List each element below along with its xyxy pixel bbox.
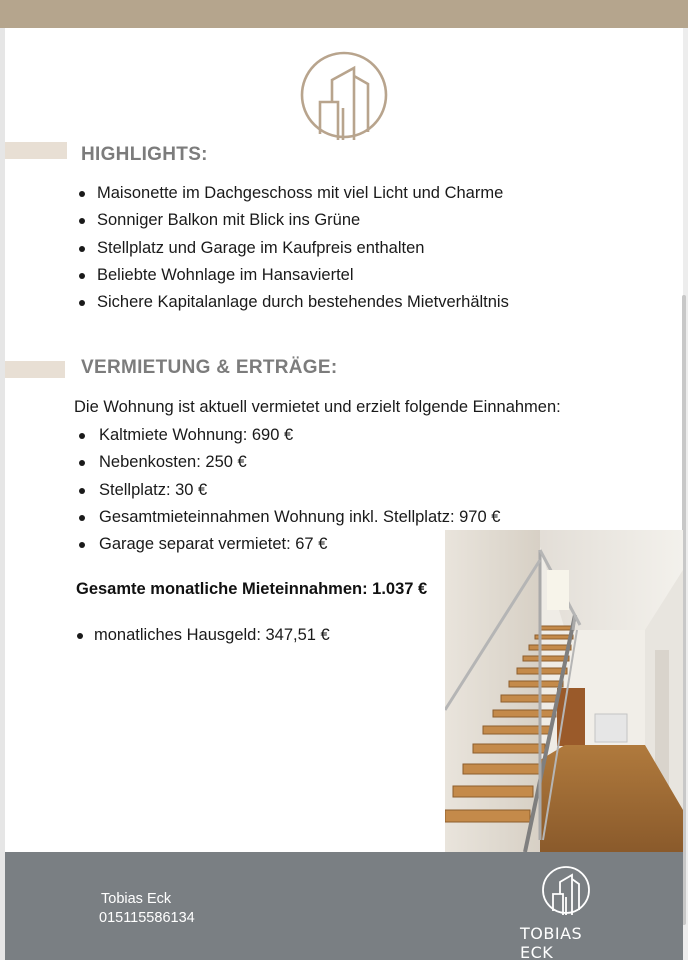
list-item: Stellplatz: 30 € (99, 477, 500, 504)
brand-wordmark: TOBIAS ECK (520, 924, 583, 962)
rental-title: VERMIETUNG & ERTRÄGE: (81, 357, 338, 378)
list-item: Beliebte Wohnlage im Hansaviertel (97, 262, 509, 289)
total-rental-income: Gesamte monatliche Mieteinnahmen: 1.037 € (76, 580, 428, 598)
agent-name: Tobias Eck (101, 891, 172, 907)
highlights-title: HIGHLIGHTS: (81, 144, 208, 165)
list-item: Sonniger Balkon mit Blick ins Grüne (97, 207, 509, 234)
top-color-bar (0, 0, 688, 28)
staircase-photo (445, 530, 683, 852)
list-item: Kaltmiete Wohnung: 690 € (99, 422, 500, 449)
highlights-list (97, 180, 509, 316)
rental-intro: Die Wohnung ist aktuell vermietet und erzielt folgende Einnahmen: (74, 398, 561, 416)
rental-income-list (99, 422, 500, 558)
building-logo-icon (298, 48, 390, 142)
building-logo-icon (541, 864, 591, 916)
list-item: Stellplatz und Garage im Kaufpreis enthalten (97, 235, 509, 262)
list-item: Gesamtmieteinnahmen Wohnung inkl. Stellplatz: 970 € (99, 504, 500, 531)
highlights-accent-bar (5, 142, 67, 159)
agent-phone: 015115586134 (99, 910, 195, 926)
list-item: Maisonette im Dachgeschoss mit viel Licht und Charme (97, 180, 509, 207)
fees-list (94, 622, 330, 649)
list-item: Nebenkosten: 250 € (99, 449, 500, 476)
footer (5, 852, 683, 960)
rental-accent-bar (5, 361, 65, 378)
list-item: monatliches Hausgeld: 347,51 € (94, 622, 330, 649)
list-item: Garage separat vermietet: 67 € (99, 531, 500, 558)
page-left-edge (0, 28, 5, 960)
list-item: Sichere Kapitalanlage durch bestehendes Mietverhältnis (97, 289, 509, 316)
